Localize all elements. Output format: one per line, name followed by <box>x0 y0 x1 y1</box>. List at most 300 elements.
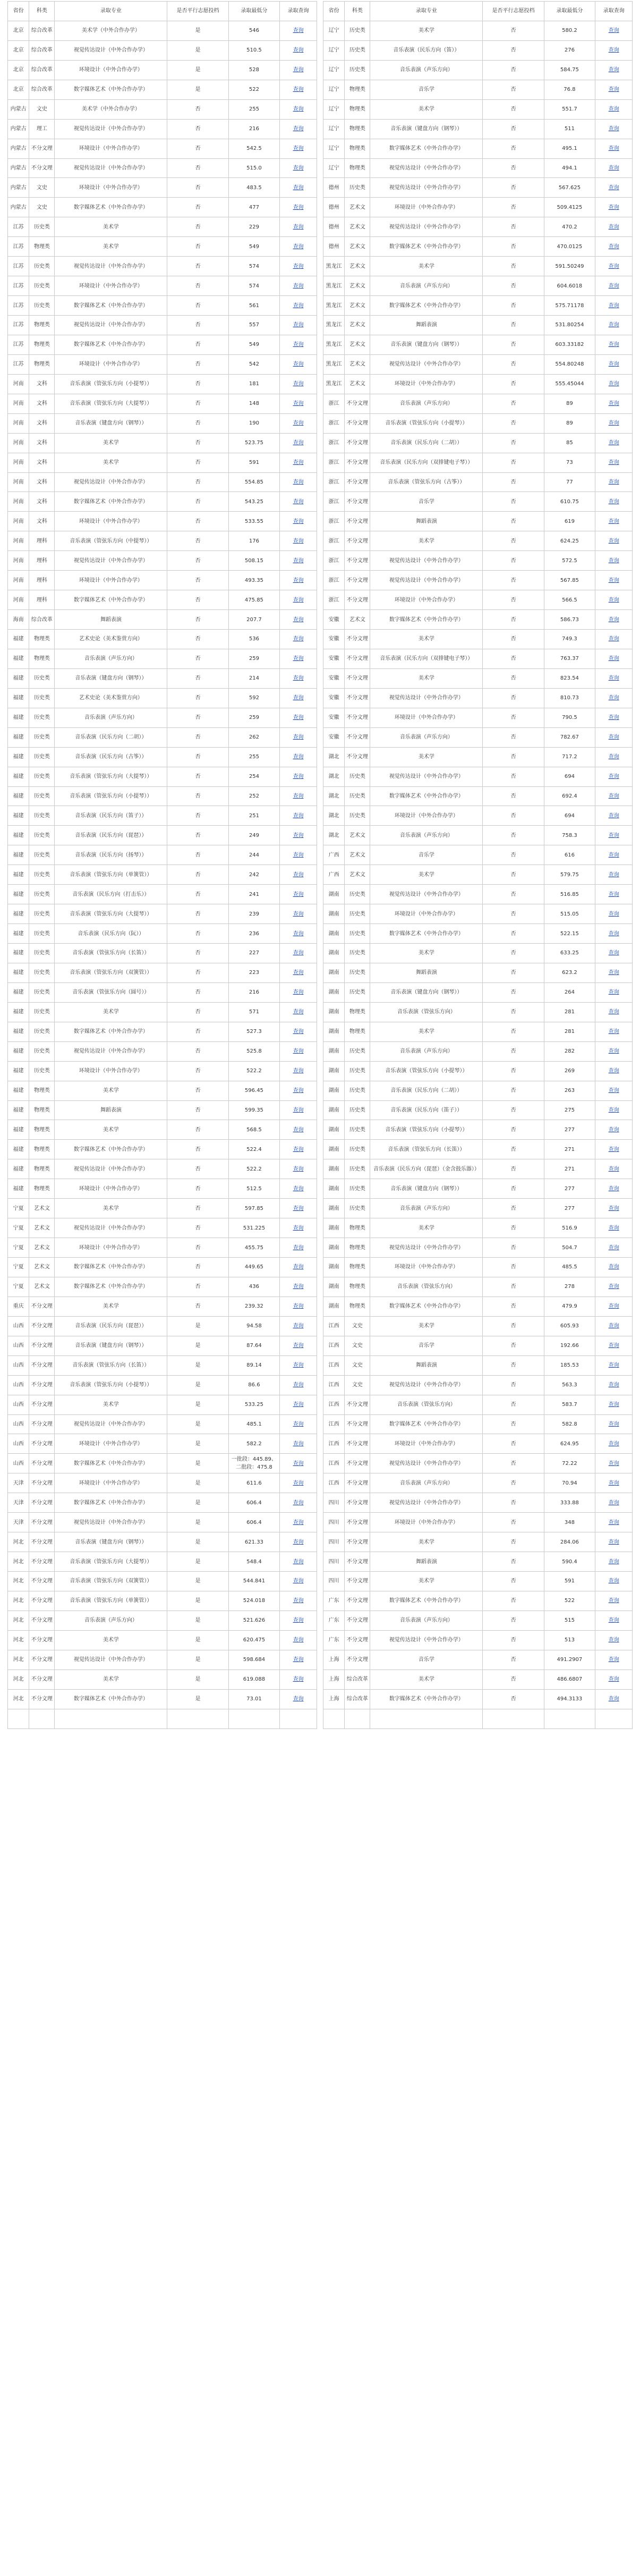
major-cell: 音乐表演（声乐方向） <box>55 1611 167 1630</box>
query-link[interactable]: 查询 <box>293 1284 304 1290</box>
query-link[interactable]: 查询 <box>293 283 304 289</box>
query-link[interactable]: 查询 <box>608 126 619 132</box>
parallel-cell: 否 <box>167 630 228 649</box>
query-link[interactable]: 查询 <box>293 832 304 838</box>
query-link[interactable]: 查询 <box>608 1146 619 1153</box>
query-link[interactable]: 查询 <box>608 1048 619 1055</box>
query-cell <box>595 688 633 708</box>
query-cell <box>280 1061 317 1081</box>
parallel-cell: 否 <box>167 472 228 492</box>
query-link[interactable]: 查询 <box>293 911 304 917</box>
province-cell: 河北 <box>8 1611 29 1630</box>
query-link[interactable]: 查询 <box>293 1225 304 1231</box>
query-link[interactable]: 查询 <box>608 1166 619 1172</box>
query-cell <box>280 708 317 727</box>
query-link[interactable]: 查询 <box>293 1323 304 1329</box>
query-link[interactable]: 查询 <box>608 950 619 956</box>
query-link[interactable]: 查询 <box>293 754 304 760</box>
min-score-cell: 758.3 <box>544 826 595 845</box>
query-link[interactable]: 查询 <box>293 577 304 583</box>
query-link[interactable]: 查询 <box>608 1578 619 1584</box>
query-link[interactable]: 查询 <box>608 1264 619 1270</box>
query-link[interactable]: 查询 <box>293 1519 304 1526</box>
major-cell: 音乐表演（管弦乐方向（双簧管）） <box>55 1572 167 1591</box>
query-link[interactable]: 查询 <box>608 1009 619 1015</box>
parallel-cell: 否 <box>167 1159 228 1179</box>
table-row <box>8 885 633 904</box>
query-link[interactable]: 查询 <box>608 557 619 564</box>
query-cell <box>280 453 317 472</box>
query-link[interactable]: 查询 <box>608 734 619 741</box>
query-link[interactable]: 查询 <box>608 852 619 858</box>
query-link[interactable]: 查询 <box>608 1107 619 1113</box>
query-link[interactable]: 查询 <box>608 1126 619 1133</box>
query-link[interactable]: 查询 <box>608 28 619 34</box>
query-link[interactable]: 查询 <box>608 302 619 309</box>
category-cell: 历史类 <box>345 1140 370 1159</box>
query-link[interactable]: 查询 <box>293 361 304 368</box>
category-cell: 文史 <box>29 99 55 119</box>
query-link[interactable]: 查询 <box>608 361 619 368</box>
query-link[interactable]: 查询 <box>608 498 619 505</box>
table-row <box>8 158 633 178</box>
major-cell: 美术学 <box>55 1002 167 1022</box>
min-score-cell: 494.3133 <box>544 1689 595 1709</box>
table-row <box>8 472 633 492</box>
category-cell: 历史类 <box>345 786 370 806</box>
query-link[interactable]: 查询 <box>293 322 304 328</box>
query-link[interactable]: 查询 <box>608 1499 619 1506</box>
query-link[interactable]: 查询 <box>293 1558 304 1565</box>
query-link[interactable]: 查询 <box>293 1480 304 1486</box>
query-link[interactable]: 查询 <box>608 184 619 191</box>
query-link[interactable]: 查询 <box>293 616 304 623</box>
query-link[interactable]: 查询 <box>293 1539 304 1545</box>
query-link[interactable]: 查询 <box>608 1225 619 1231</box>
province-cell: 湖南 <box>323 1120 344 1140</box>
category-cell: 物理类 <box>29 1120 55 1140</box>
query-link[interactable]: 查询 <box>608 1343 619 1349</box>
province-cell: 福建 <box>8 1179 29 1199</box>
parallel-cell: 否 <box>167 806 228 826</box>
min-score-cell: 239 <box>228 904 280 924</box>
query-link[interactable]: 查询 <box>293 1598 304 1604</box>
query-link[interactable]: 查询 <box>608 1362 619 1369</box>
query-link[interactable]: 查询 <box>293 146 304 152</box>
query-link[interactable]: 查询 <box>608 1068 619 1074</box>
query-link[interactable]: 查询 <box>608 1088 619 1094</box>
major-cell: 数字媒体艺术（中外合作办学） <box>55 198 167 217</box>
query-link[interactable]: 查询 <box>293 165 304 171</box>
query-link[interactable]: 查询 <box>608 1382 619 1388</box>
query-link[interactable]: 查询 <box>293 1088 304 1094</box>
query-cell <box>595 335 633 354</box>
query-link[interactable]: 查询 <box>293 1402 304 1408</box>
query-link[interactable]: 查询 <box>293 47 304 54</box>
province-cell: 安徽 <box>323 610 344 630</box>
query-link[interactable]: 查询 <box>608 1244 619 1251</box>
parallel-cell: 否 <box>167 531 228 551</box>
query-link[interactable]: 查询 <box>608 1598 619 1604</box>
query-link[interactable]: 查询 <box>293 1676 304 1683</box>
query-cell <box>595 257 633 276</box>
query-link[interactable]: 查询 <box>608 322 619 328</box>
column-gap <box>317 60 323 80</box>
table-row <box>8 1591 633 1611</box>
query-link[interactable]: 查询 <box>608 1303 619 1310</box>
major-cell: 音乐表演（键盘方向（钢琴）） <box>370 119 483 139</box>
query-link[interactable]: 查询 <box>293 1499 304 1506</box>
query-link[interactable]: 查询 <box>608 106 619 113</box>
min-score-cell: 255 <box>228 99 280 119</box>
province-cell: 河南 <box>8 492 29 512</box>
query-link[interactable]: 查询 <box>608 1029 619 1035</box>
table-row <box>8 413 633 433</box>
query-link[interactable]: 查询 <box>293 440 304 446</box>
min-score-cell: 610.75 <box>544 492 595 512</box>
query-link[interactable]: 查询 <box>608 381 619 387</box>
query-link[interactable]: 查询 <box>293 1303 304 1310</box>
query-link[interactable]: 查询 <box>293 715 304 721</box>
query-link[interactable]: 查询 <box>608 1323 619 1329</box>
parallel-cell: 否 <box>483 1297 544 1316</box>
table-row <box>8 1297 633 1316</box>
query-link[interactable]: 查询 <box>608 911 619 917</box>
query-link[interactable]: 查询 <box>293 498 304 505</box>
query-link[interactable]: 查询 <box>293 1185 304 1192</box>
major-cell: 音乐表演（管弦乐方向（古筝）） <box>370 472 483 492</box>
query-link[interactable]: 查询 <box>293 656 304 662</box>
min-score-cell: 790.5 <box>544 708 595 727</box>
query-link[interactable]: 查询 <box>293 1362 304 1369</box>
major-cell: 音乐表演（键盘方向（钢琴）） <box>370 982 483 1002</box>
min-score-cell: 259 <box>228 708 280 727</box>
min-score-cell: 515.05 <box>544 904 595 924</box>
major-cell: 视觉传达设计（中外合作办学） <box>55 1159 167 1179</box>
query-link[interactable]: 查询 <box>608 1440 619 1447</box>
major-cell: 音乐表演（民乐方向（二胡）） <box>370 433 483 453</box>
parallel-cell: 是 <box>167 1572 228 1591</box>
query-link[interactable]: 查询 <box>293 597 304 603</box>
query-link[interactable]: 查询 <box>608 774 619 780</box>
major-cell: 音乐表演（管弦乐方向（大提琴）） <box>55 1552 167 1572</box>
query-link[interactable]: 查询 <box>293 184 304 191</box>
query-link[interactable]: 查询 <box>293 1617 304 1624</box>
query-link[interactable]: 查询 <box>608 989 619 996</box>
column-gap <box>317 1473 323 1493</box>
province-cell: 河南 <box>8 413 29 433</box>
query-link[interactable]: 查询 <box>293 1637 304 1643</box>
query-link[interactable]: 查询 <box>293 204 304 210</box>
query-link[interactable]: 查询 <box>608 243 619 250</box>
query-link[interactable]: 查询 <box>608 656 619 662</box>
admission-table-body <box>8 2 633 1729</box>
query-link[interactable]: 查询 <box>293 1578 304 1584</box>
query-link[interactable]: 查询 <box>293 1343 304 1349</box>
category-cell: 不分文理 <box>345 649 370 668</box>
query-link[interactable]: 查询 <box>608 1657 619 1663</box>
query-link[interactable]: 查询 <box>293 87 304 93</box>
parallel-cell: 是 <box>167 21 228 40</box>
province-cell: 福建 <box>8 708 29 727</box>
query-link[interactable]: 查询 <box>608 1539 619 1545</box>
query-link[interactable]: 查询 <box>608 1617 619 1624</box>
major-cell: 音乐表演（民乐方向（二胡）） <box>55 727 167 747</box>
query-link[interactable]: 查询 <box>293 518 304 524</box>
province-cell: 河南 <box>8 472 29 492</box>
parallel-cell: 是 <box>167 1414 228 1434</box>
query-link[interactable]: 查询 <box>293 930 304 937</box>
table-row <box>8 1670 633 1689</box>
query-link[interactable]: 查询 <box>293 126 304 132</box>
query-link[interactable]: 查询 <box>608 930 619 937</box>
query-link[interactable]: 查询 <box>293 1166 304 1172</box>
query-link[interactable]: 查询 <box>608 1480 619 1486</box>
query-link[interactable]: 查询 <box>293 381 304 387</box>
query-link[interactable]: 查询 <box>293 243 304 250</box>
query-link[interactable]: 查询 <box>608 460 619 466</box>
query-link[interactable]: 查询 <box>608 577 619 583</box>
query-link[interactable]: 查询 <box>293 106 304 113</box>
query-link[interactable]: 查询 <box>293 401 304 407</box>
major-cell: 视觉传达设计（中外合作办学） <box>55 40 167 60</box>
column-gap <box>317 1650 323 1670</box>
query-link[interactable]: 查询 <box>293 1460 304 1467</box>
parallel-cell: 否 <box>167 982 228 1002</box>
query-link[interactable]: 查询 <box>293 1696 304 1702</box>
column-gap <box>317 158 323 178</box>
query-link[interactable]: 查询 <box>608 440 619 446</box>
query-cell <box>280 1689 317 1709</box>
province-cell: 内蒙古 <box>8 139 29 158</box>
category-cell: 历史类 <box>29 708 55 727</box>
query-link[interactable]: 查询 <box>608 263 619 269</box>
query-link[interactable]: 查询 <box>293 734 304 741</box>
query-cell <box>280 885 317 904</box>
major-cell: 舞蹈表演 <box>370 316 483 335</box>
category-cell: 艺术文 <box>345 237 370 257</box>
query-link[interactable]: 查询 <box>608 636 619 642</box>
query-link[interactable]: 查询 <box>608 1637 619 1643</box>
query-link[interactable]: 查询 <box>608 1519 619 1526</box>
column-gap <box>317 963 323 982</box>
category-cell: 不分文理 <box>345 590 370 610</box>
query-link[interactable]: 查询 <box>608 1402 619 1408</box>
query-link[interactable]: 查询 <box>293 812 304 819</box>
query-link[interactable]: 查询 <box>608 420 619 427</box>
major-cell: 视觉传达设计（中外合作办学） <box>55 257 167 276</box>
query-link[interactable]: 查询 <box>293 1657 304 1663</box>
min-score-cell: 606.4 <box>228 1513 280 1532</box>
major-cell: 环境设计（中外合作办学） <box>370 1258 483 1277</box>
table-row <box>8 767 633 786</box>
parallel-cell: 否 <box>483 1238 544 1258</box>
query-link[interactable]: 查询 <box>608 1284 619 1290</box>
query-link[interactable]: 查询 <box>293 1126 304 1133</box>
column-gap <box>317 1355 323 1375</box>
query-link[interactable]: 查询 <box>608 87 619 93</box>
category-cell: 综合改革 <box>29 610 55 630</box>
major-cell: 美术学 <box>370 257 483 276</box>
query-cell <box>280 1336 317 1355</box>
min-score-cell: 511 <box>544 119 595 139</box>
query-link[interactable]: 查询 <box>293 852 304 858</box>
query-link[interactable]: 查询 <box>608 1676 619 1683</box>
query-link[interactable]: 查询 <box>608 1421 619 1427</box>
query-link[interactable]: 查询 <box>608 715 619 721</box>
parallel-cell: 否 <box>483 688 544 708</box>
query-link[interactable]: 查询 <box>293 1264 304 1270</box>
major-cell: 数字媒体艺术（中外合作办学） <box>55 1277 167 1297</box>
min-score-cell: 717.2 <box>544 747 595 767</box>
query-link[interactable]: 查询 <box>608 1696 619 1702</box>
column-gap <box>317 413 323 433</box>
query-link[interactable]: 查询 <box>608 1460 619 1467</box>
province-cell: 江西 <box>323 1316 344 1336</box>
parallel-cell: 是 <box>167 1395 228 1414</box>
query-link[interactable]: 查询 <box>293 67 304 73</box>
query-link[interactable]: 查询 <box>293 675 304 682</box>
query-link[interactable]: 查询 <box>293 774 304 780</box>
major-cell: 美术学 <box>370 747 483 767</box>
query-link[interactable]: 查询 <box>293 636 304 642</box>
query-link[interactable]: 查询 <box>608 597 619 603</box>
query-link[interactable]: 查询 <box>293 871 304 878</box>
query-link[interactable]: 查询 <box>293 1146 304 1153</box>
header-category-cell: 科类 <box>345 2 370 21</box>
category-cell: 文科 <box>29 394 55 413</box>
query-link[interactable]: 查询 <box>608 871 619 878</box>
parallel-cell: 否 <box>167 1218 228 1238</box>
query-link[interactable]: 查询 <box>293 1029 304 1035</box>
category-cell: 历史类 <box>345 806 370 826</box>
query-link[interactable]: 查询 <box>293 263 304 269</box>
province-cell: 河北 <box>8 1572 29 1591</box>
query-link[interactable]: 查询 <box>608 146 619 152</box>
query-link[interactable]: 查询 <box>293 460 304 466</box>
query-cell <box>280 1238 317 1258</box>
query-link[interactable]: 查询 <box>608 675 619 682</box>
query-link[interactable]: 查询 <box>608 1205 619 1211</box>
column-gap <box>317 1316 323 1336</box>
category-cell: 文科 <box>29 433 55 453</box>
table-row <box>8 1395 633 1414</box>
query-link[interactable]: 查询 <box>608 812 619 819</box>
parallel-cell: 否 <box>167 374 228 394</box>
query-link[interactable]: 查询 <box>293 224 304 230</box>
min-score-cell: 548.4 <box>228 1552 280 1572</box>
column-gap <box>317 178 323 198</box>
major-cell: 环境设计（中外合作办学） <box>55 1238 167 1258</box>
query-link[interactable]: 查询 <box>608 518 619 524</box>
query-link[interactable]: 查询 <box>608 401 619 407</box>
query-link[interactable]: 查询 <box>608 832 619 838</box>
table-row <box>8 178 633 198</box>
province-cell: 福建 <box>8 806 29 826</box>
query-link[interactable]: 查询 <box>608 538 619 544</box>
province-cell: 福建 <box>8 982 29 1002</box>
query-link[interactable]: 查询 <box>293 538 304 544</box>
min-score-cell: 533.55 <box>228 512 280 531</box>
province-cell: 上海 <box>323 1650 344 1670</box>
query-link[interactable]: 查询 <box>608 224 619 230</box>
province-cell: 德州 <box>323 217 344 237</box>
query-link[interactable]: 查询 <box>293 1244 304 1251</box>
query-link[interactable]: 查询 <box>608 1185 619 1192</box>
major-cell: 视觉传达设计（中外合作办学） <box>370 1630 483 1650</box>
province-cell: 河北 <box>8 1630 29 1650</box>
query-link[interactable]: 查询 <box>293 420 304 427</box>
query-link[interactable]: 查询 <box>608 47 619 54</box>
query-link[interactable]: 查询 <box>293 1009 304 1015</box>
min-score-cell: 536 <box>228 630 280 649</box>
query-link[interactable]: 查询 <box>293 989 304 996</box>
major-cell: 环境设计（中外合作办学） <box>370 198 483 217</box>
min-score-cell: 509.4125 <box>544 198 595 217</box>
query-link[interactable]: 查询 <box>608 479 619 485</box>
province-cell: 湖南 <box>323 1238 344 1258</box>
query-link[interactable]: 查询 <box>608 793 619 799</box>
parallel-cell: 否 <box>483 1041 544 1061</box>
query-link[interactable]: 查询 <box>293 1382 304 1388</box>
query-link[interactable]: 查询 <box>608 1558 619 1565</box>
query-link[interactable]: 查询 <box>293 1205 304 1211</box>
min-score-cell: 470.2 <box>544 217 595 237</box>
query-link[interactable]: 查询 <box>608 891 619 897</box>
query-link[interactable]: 查询 <box>293 793 304 799</box>
query-link[interactable]: 查询 <box>293 695 304 701</box>
min-score-cell: 782.67 <box>544 727 595 747</box>
query-link[interactable]: 查询 <box>293 1048 304 1055</box>
query-link[interactable]: 查询 <box>608 165 619 171</box>
query-link[interactable]: 查询 <box>293 28 304 34</box>
query-cell <box>595 1159 633 1179</box>
query-link[interactable]: 查询 <box>293 950 304 956</box>
min-score-cell: 567.85 <box>544 571 595 590</box>
query-link[interactable]: 查询 <box>608 283 619 289</box>
query-link[interactable]: 查询 <box>608 204 619 210</box>
query-link[interactable]: 查询 <box>293 891 304 897</box>
query-link[interactable]: 查询 <box>293 1068 304 1074</box>
query-link[interactable]: 查询 <box>608 67 619 73</box>
query-link[interactable]: 查询 <box>293 302 304 309</box>
query-link[interactable]: 查询 <box>293 479 304 485</box>
query-cell <box>280 1454 317 1473</box>
min-score-cell: 281 <box>544 1022 595 1041</box>
column-gap <box>317 1591 323 1611</box>
query-link[interactable]: 查询 <box>608 970 619 976</box>
query-link[interactable]: 查询 <box>293 1421 304 1427</box>
province-cell: 河北 <box>8 1552 29 1572</box>
province-cell: 福建 <box>8 1140 29 1159</box>
query-link[interactable]: 查询 <box>293 1107 304 1113</box>
column-gap <box>317 2 323 21</box>
major-cell: 环境设计（中外合作办学） <box>370 374 483 394</box>
table-row <box>8 433 633 453</box>
query-link[interactable]: 查询 <box>293 342 304 348</box>
category-cell: 物理类 <box>29 1179 55 1199</box>
query-link[interactable]: 查询 <box>608 754 619 760</box>
query-link[interactable]: 查询 <box>293 970 304 976</box>
province-cell: 宁夏 <box>8 1258 29 1277</box>
province-cell: 河南 <box>8 512 29 531</box>
query-link[interactable]: 查询 <box>293 1440 304 1447</box>
query-link[interactable]: 查询 <box>293 557 304 564</box>
query-link[interactable]: 查询 <box>608 695 619 701</box>
query-link[interactable]: 查询 <box>608 616 619 623</box>
query-cell <box>280 316 317 335</box>
query-link[interactable]: 查询 <box>608 342 619 348</box>
